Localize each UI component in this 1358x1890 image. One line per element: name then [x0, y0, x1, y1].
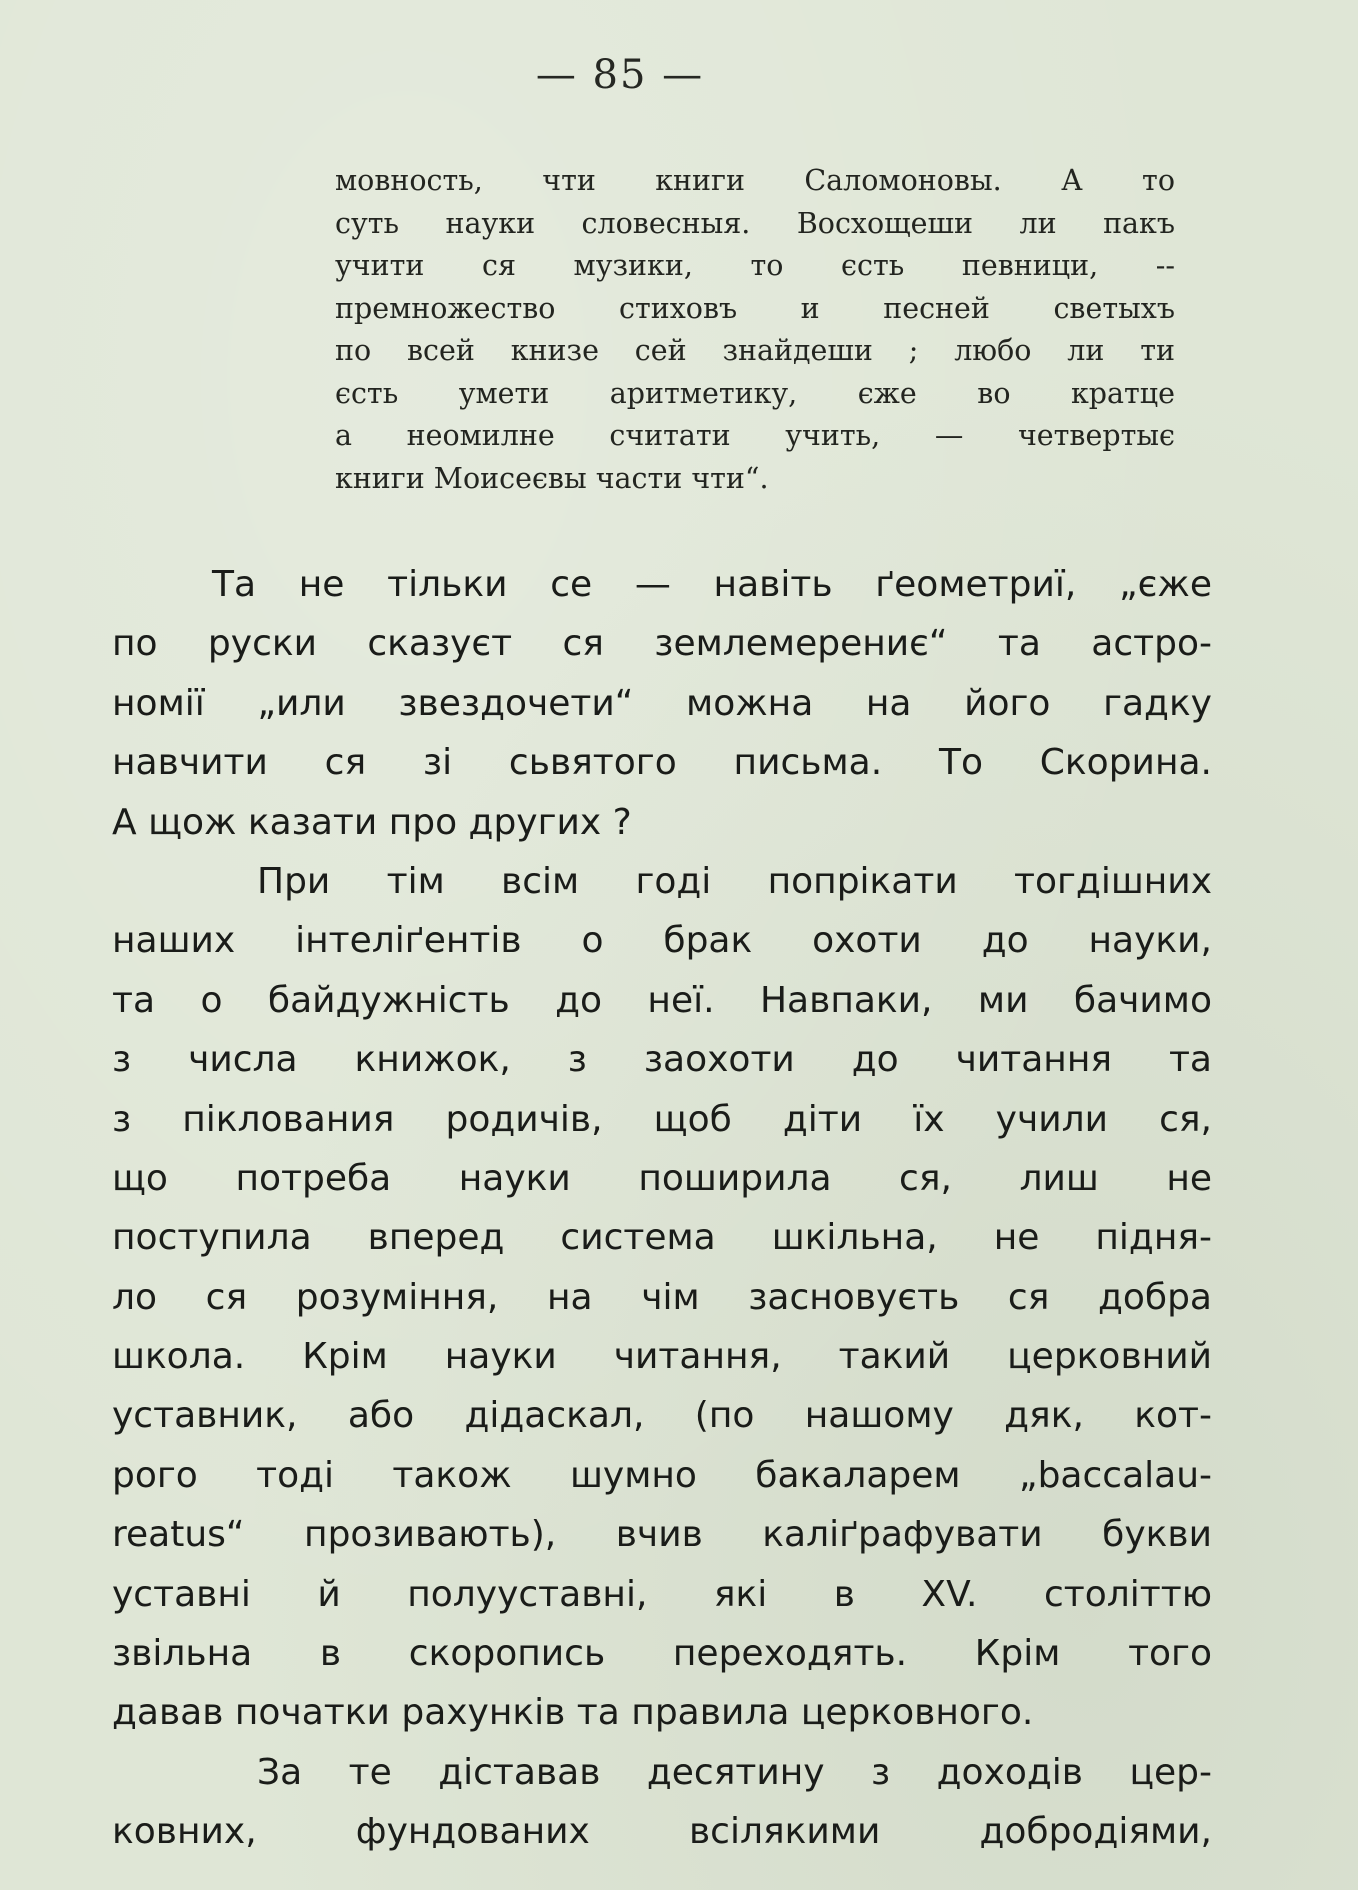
text-line: номії „или звездочети“ можна на його гадку [112, 682, 1212, 724]
quote-line: учити ся музики, то єсть певници, -- [335, 249, 1175, 282]
quote-line: книги Моисеєвы части чти“. [335, 461, 769, 495]
quote-line: премножество стиховъ и песней светыхъ [335, 291, 1175, 325]
text-line: звільна в скоропись переходять. Крім того [112, 1633, 1212, 1675]
text-line: що потреба науки поширила ся, лиш не [112, 1157, 1212, 1199]
text-line: навчити ся зі сьвятого письма. То Скорина. [112, 742, 1212, 784]
quote-line: а неомилне считати учить, — четвертыє [335, 419, 1175, 452]
text-line: наших інтеліґентів о брак охоти до науки, [112, 920, 1212, 962]
text-line: А щож казати про других ? [112, 801, 632, 843]
quote-line: суть науки словесныя. Восхощеши ли пакъ [335, 206, 1175, 240]
text-line: Та не тільки се — навіть ґеометриї, „єже [212, 564, 1212, 605]
paragraph-2 [112, 852, 1212, 1743]
text-line: уставні й полууставні, які в XV. століттю [112, 1573, 1212, 1615]
text-line: з числа книжок, з заохоти до читання та [112, 1039, 1212, 1081]
page-number: — 85 — [535, 52, 705, 98]
text-line: та о байдужність до неї. Навпаки, ми бачимо [112, 979, 1212, 1021]
text-line: рого тоді також шумно бакаларем „baccalau- [112, 1454, 1212, 1496]
text-line: reatus“ прозивають), вчив каліґрафувати букви [112, 1514, 1212, 1556]
text-line: школа. Крім науки читання, такий церковний [112, 1336, 1212, 1378]
text-line: з піклования родичів, щоб діти їх учили ся, [112, 1098, 1212, 1140]
quote-line: мовность, чти книги Саломоновы. А то [335, 164, 1175, 197]
quote-line: по всей книзе сей знайдеши ; любо ли ти [335, 334, 1175, 367]
paragraph-1 [112, 555, 1212, 852]
text-line: по руски сказуєт ся землемерениє“ та астро- [112, 623, 1212, 665]
text-line: ло ся розуміння, на чім засновуєть ся добра [112, 1276, 1212, 1318]
quotation-block [335, 160, 1175, 500]
text-line: поступила вперед система шкільна, не підня- [112, 1217, 1212, 1259]
text-line: За те діставав десятину з доходів цер- [257, 1751, 1212, 1793]
body-text [112, 555, 1212, 1862]
text-line: При тім всім годі попрікати тогдішних [257, 860, 1212, 902]
text-line: давав початки рахунків та правила церковного. [112, 1692, 1034, 1734]
text-line: уставник, або дідаскал, (по нашому дяк, кот- [112, 1395, 1212, 1437]
paragraph-3 [112, 1743, 1212, 1862]
quote-line: єсть умети аритметику, єже во кратце [335, 376, 1175, 410]
text-line: ковних, фундованих всілякими добродіями, [112, 1811, 1212, 1853]
